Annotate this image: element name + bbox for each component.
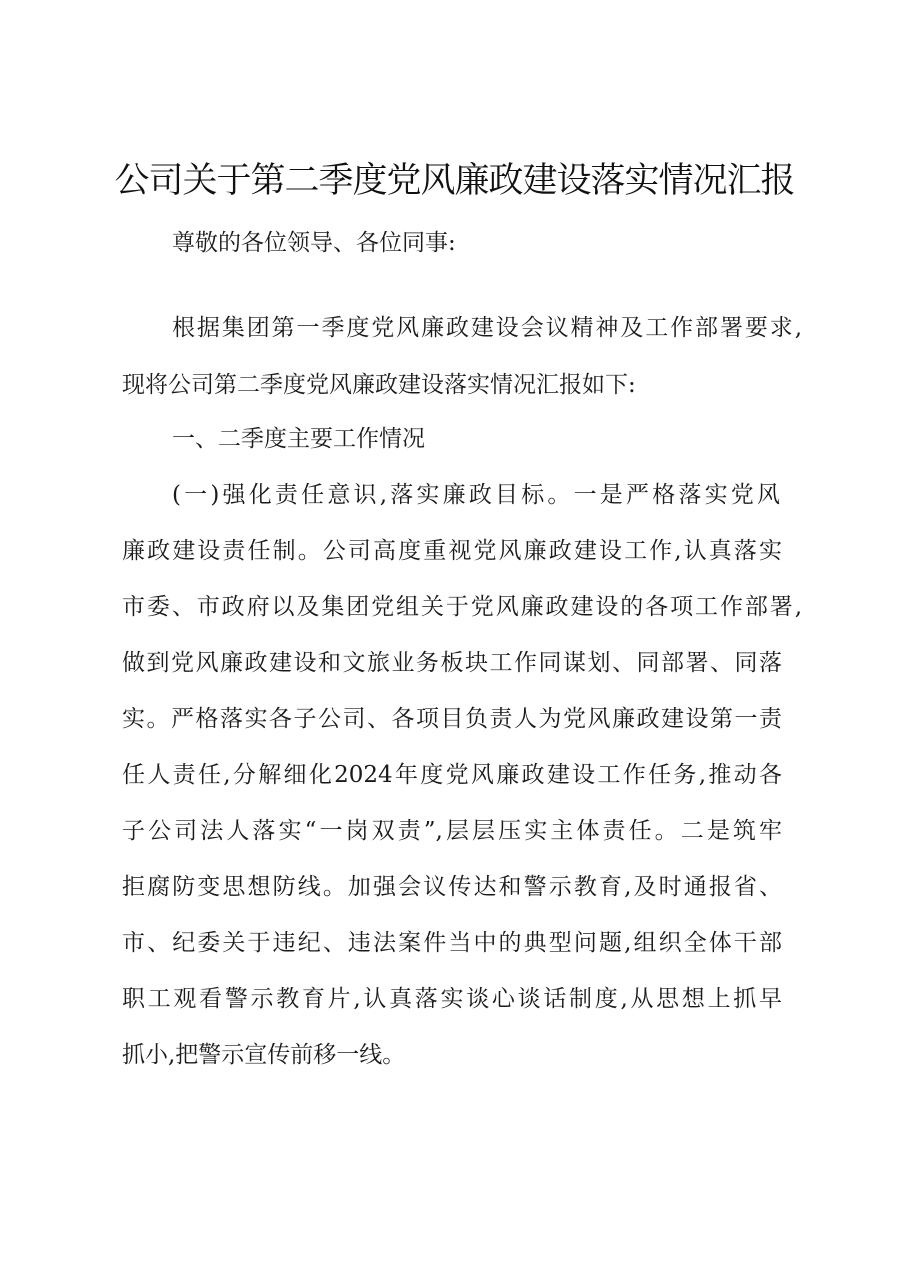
document-title: 公司关于第二季度党风廉政建设落实情况汇报 (114, 161, 795, 201)
body-line-9: 市、纪委关于违纪、违法案件当中的典型问题,组织全体干部 (122, 930, 782, 956)
body-line-4: 做到党风廉政建设和文旅业务板块工作同谋划、同部署、同落 (122, 650, 782, 676)
body-line-1: (一)强化责任意识,落实廉政目标。一是严格落实党风 (172, 482, 780, 508)
intro-line-2: 现将公司第二季度党风廉政建设落实情况汇报如下: (122, 372, 636, 398)
section-heading: 一、二季度主要工作情况 (172, 426, 425, 452)
body-line-3: 市委、市政府以及集团党组关于党风廉政建设的各项工作部署, (122, 594, 802, 620)
body-line-5: 实。严格落实各子公司、各项目负责人为党风廉政建设第一责 (122, 706, 782, 732)
body-line-2: 廉政建设责任制。公司高度重视党风廉政建设工作,认真落实 (122, 538, 782, 564)
body-line-11: 抓小,把警示宣传前移一线。 (122, 1042, 406, 1068)
intro-line-1: 根据集团第一季度党风廉政建设会议精神及工作部署要求, (172, 315, 802, 341)
salutation: 尊敬的各位领导、各位同事: (172, 230, 456, 256)
body-line-8: 拒腐防变思想防线。加强会议传达和警示教育,及时通报省、 (122, 874, 782, 900)
body-line-7: 子公司法人落实“一岗双责”,层层压实主体责任。二是筑牢 (122, 818, 782, 844)
body-line-10: 职工观看警示教育片,认真落实谈心谈话制度,从思想上抓早 (122, 986, 782, 1012)
body-line-6: 任人责任,分解细化2024年度党风廉政建设工作任务,推动各 (122, 762, 782, 788)
